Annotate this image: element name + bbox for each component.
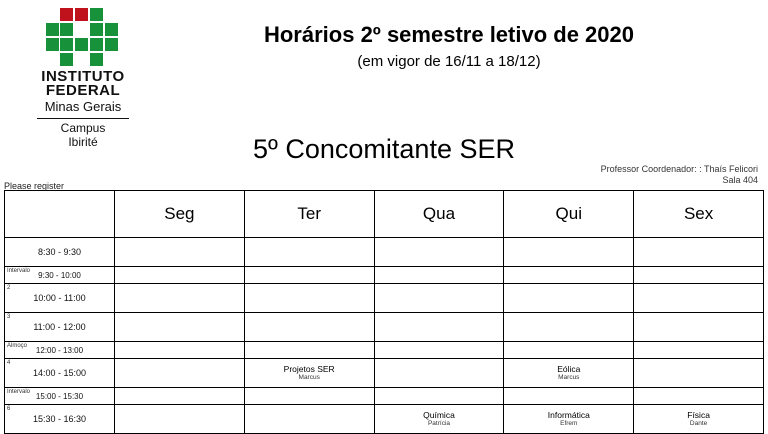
institution-name-line2: FEDERAL (45, 82, 121, 99)
table-row (5, 313, 764, 342)
campus-line1: Campus (60, 121, 106, 135)
empty-cell[interactable] (115, 359, 245, 388)
time-range: 8:30 - 9:30 (37, 247, 82, 257)
time-cell (5, 388, 115, 405)
empty-cell[interactable] (634, 359, 764, 388)
empty-cell[interactable] (115, 267, 245, 284)
empty-cell[interactable] (374, 388, 504, 405)
period-index: 6 (7, 406, 11, 412)
empty-cell[interactable] (244, 405, 374, 434)
empty-cell[interactable] (504, 267, 634, 284)
class-cell[interactable] (504, 359, 634, 388)
empty-cell[interactable] (634, 388, 764, 405)
time-range: 9:30 - 10:00 (38, 270, 81, 280)
institution-state: Minas Gerais (44, 99, 122, 114)
empty-cell[interactable] (115, 388, 245, 405)
time-range: 11:00 - 12:00 (33, 322, 86, 332)
period-index: 2 (7, 285, 11, 291)
table-row (5, 359, 764, 388)
teacher-label: Marcus (558, 374, 580, 381)
subject-label: Projetos SER (283, 364, 335, 374)
class-cell[interactable] (374, 405, 504, 434)
time-range: 14:00 - 15:00 (32, 368, 87, 378)
time-cell (5, 342, 115, 359)
empty-cell[interactable] (244, 342, 374, 359)
class-cell[interactable] (634, 405, 764, 434)
empty-cell[interactable] (504, 342, 634, 359)
title-block (158, 6, 760, 72)
coordinator-block (601, 164, 758, 186)
empty-cell[interactable] (374, 359, 504, 388)
institution-name-line1: INSTITUTO (41, 68, 125, 85)
teacher-label: Marcus (298, 374, 320, 381)
table-row (5, 238, 764, 267)
day-header-ter: Ter (244, 191, 374, 238)
empty-cell[interactable] (115, 342, 245, 359)
table-row (5, 405, 764, 434)
empty-cell[interactable] (634, 267, 764, 284)
coordinator-name: Professor Coordenador: : Thaís Felicori (600, 164, 758, 174)
subject-label: Informática (547, 410, 590, 420)
time-range: 12:00 - 13:00 (35, 345, 84, 355)
schedule-body (5, 238, 764, 434)
logo-divider (37, 118, 129, 119)
course-title: 5º Concomitante SER (253, 134, 515, 164)
time-range: 10:00 - 11:00 (33, 293, 86, 303)
time-cell (5, 313, 115, 342)
day-header-seg: Seg (115, 191, 245, 238)
period-index: Almoço (7, 343, 28, 349)
schedule-table-wrapper (4, 190, 764, 434)
teacher-label: Patrícia (427, 420, 451, 427)
empty-cell[interactable] (244, 238, 374, 267)
teacher-label: Dante (689, 420, 708, 427)
teacher-label: Efrem (560, 420, 578, 427)
subject-label: Química (423, 410, 455, 420)
subject-label: Eólica (557, 364, 581, 374)
class-cell[interactable] (244, 359, 374, 388)
empty-cell[interactable] (634, 238, 764, 267)
empty-cell[interactable] (504, 388, 634, 405)
time-range: 15:30 - 16:30 (32, 414, 87, 424)
coordinator-room: Sala 404 (722, 175, 758, 185)
empty-cell[interactable] (244, 313, 374, 342)
class-cell[interactable] (504, 405, 634, 434)
empty-cell[interactable] (374, 284, 504, 313)
table-corner-cell (5, 191, 115, 238)
empty-cell[interactable] (504, 238, 634, 267)
time-cell (5, 405, 115, 434)
empty-cell[interactable] (115, 313, 245, 342)
time-cell (5, 359, 115, 388)
institution-logo-block (8, 6, 158, 149)
empty-cell[interactable] (115, 238, 245, 267)
empty-cell[interactable] (634, 284, 764, 313)
empty-cell[interactable] (504, 313, 634, 342)
page-subtitle: (em vigor de 16/11 a 18/12) (357, 53, 541, 70)
if-logo-icon (46, 8, 120, 66)
table-header-row (5, 191, 764, 238)
empty-cell[interactable] (634, 313, 764, 342)
empty-cell[interactable] (374, 267, 504, 284)
empty-cell[interactable] (374, 238, 504, 267)
period-index: 4 (7, 360, 11, 366)
empty-cell[interactable] (244, 267, 374, 284)
day-header-sex: Sex (634, 191, 764, 238)
empty-cell[interactable] (244, 284, 374, 313)
table-row (5, 267, 764, 284)
period-index: 3 (7, 314, 11, 320)
table-row (5, 284, 764, 313)
subject-label: Física (687, 410, 710, 420)
page-title: Horários 2º semestre letivo de 2020 (263, 22, 634, 47)
time-cell (5, 267, 115, 284)
day-header-qua: Qua (374, 191, 504, 238)
empty-cell[interactable] (374, 313, 504, 342)
time-range: 15:00 - 15:30 (35, 391, 84, 401)
time-cell (5, 284, 115, 313)
period-index: Intervalo (7, 389, 31, 395)
day-header-qui: Qui (504, 191, 634, 238)
empty-cell[interactable] (115, 405, 245, 434)
empty-cell[interactable] (244, 388, 374, 405)
empty-cell[interactable] (504, 284, 634, 313)
empty-cell[interactable] (634, 342, 764, 359)
empty-cell[interactable] (115, 284, 245, 313)
table-row (5, 388, 764, 405)
time-cell (5, 238, 115, 267)
period-index: Intervalo (7, 268, 31, 274)
campus-line2: Ibirité (68, 135, 98, 149)
empty-cell[interactable] (374, 342, 504, 359)
table-row (5, 342, 764, 359)
schedule-table (4, 190, 764, 434)
please-register-notice: Please register (4, 181, 65, 191)
